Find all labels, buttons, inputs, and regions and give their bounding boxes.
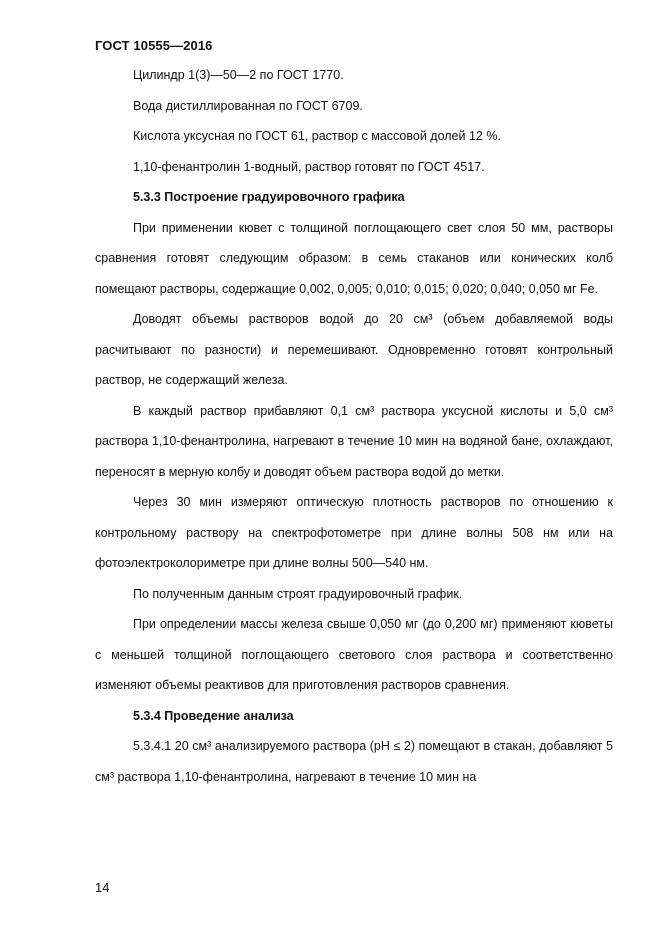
page-number: 14 [95,880,110,895]
phenanthroline-line: 1,10-фенантролин 1-водный, раствор готовят по ГОСТ 4517. [133,159,485,174]
section-heading-analysis: 5.3.4 Проведение анализа [133,708,294,723]
document-body [95,60,613,792]
distilled-water-line: Вода дистиллированная по ГОСТ 6709. [133,98,363,113]
acetic-acid-line: Кислота уксусная по ГОСТ 61, раствор с массовой долей 12 %. [133,129,501,143]
paragraph-calibration-graph: По полученным данным строят градуировочный график. [133,586,463,601]
paragraph-analysis-step: 5.3.4.1 20 см³ анализируемого раствора (pH ≤ 2) помещают в стакан, добавляют 5 см³ раствора 1,10-фенантролина, нагревают в течение 10 мин на [95,739,613,784]
paragraph-reference-solutions: При применении кювет с толщиной поглощающего свет слоя 50 мм, растворы сравнения готовят следующим образом: в семь стаканов или конических колб помещают растворы, содержащие 0,002, 0,005; 0,010; 0,015; 0,020; 0,040; 0,050 мг Fe. [95,220,613,296]
paragraph-volume-adjustment: Доводят объемы растворов водой до 20 см³ (объем добавляемой воды расчитывают по разности) и перемешивают. Одновременно готовят контрольный раствор, не содержащий железа. [95,312,613,387]
paragraph-higher-mass: При определении массы железа свыше 0,050 мг (до 0,200 мг) применяют кюветы с меньшей толщиной поглощающего светового слоя раствора и соответственно изменяют объемы реактивов для приготовления растворов сравнения. [95,617,613,692]
paragraph-reagent-addition: В каждый раствор прибавляют 0,1 см³ раствора уксусной кислоты и 5,0 см³ раствора 1,10-фенантролина, нагревают в течение 10 мин на водяной бане, охлаждают, переносят в мерную колбу и доводят объем раствора водой до метки. [95,403,613,479]
paragraph-optical-measurement: Через 30 мин измеряют оптическую плотность растворов по отношению к контрольному раствору на спектрофотометре при длине волны 508 нм или на фотоэлектроколориметре при длине волны 500—540 нм. [95,495,613,570]
document-header: ГОСТ 10555—2016 [95,38,213,53]
equipment-cylinder-line: Цилиндр 1(3)—50—2 по ГОСТ 1770. [133,68,344,82]
section-heading-calibration: 5.3.3 Построение градуировочного графика [133,190,405,204]
